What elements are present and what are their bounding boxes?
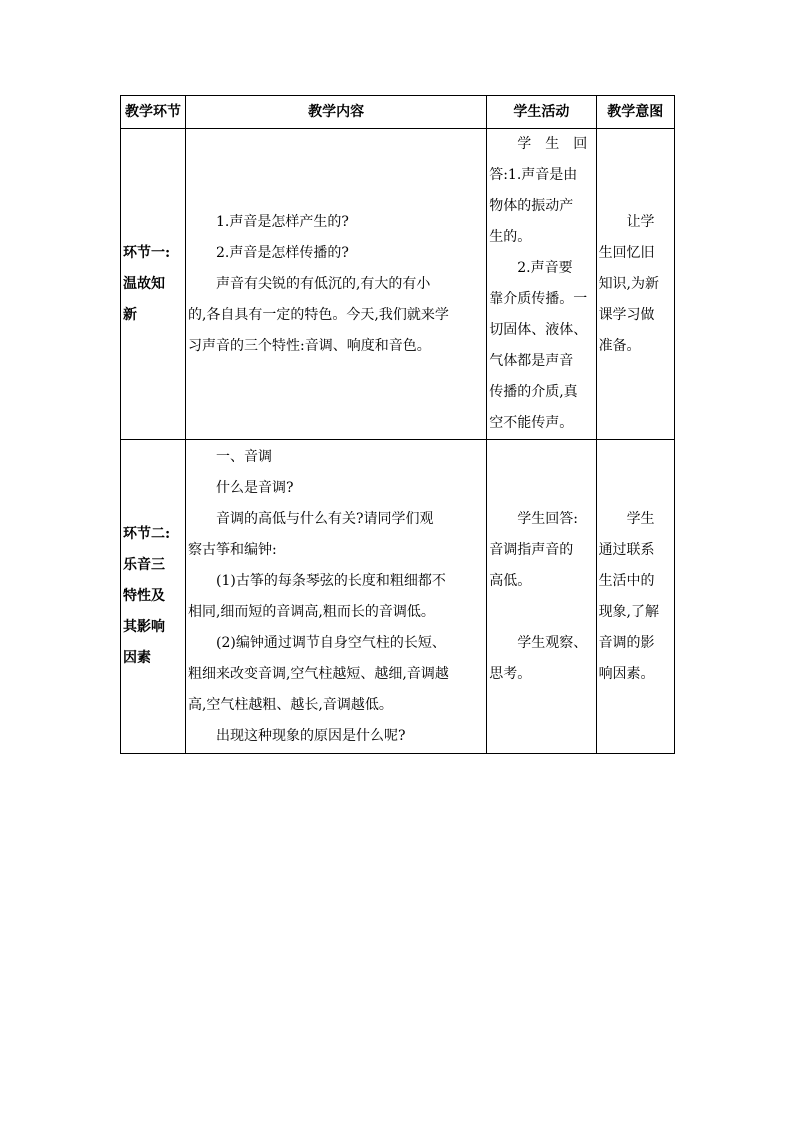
header-content: 教学内容 <box>185 96 486 129</box>
section-cell <box>121 440 186 754</box>
table-row <box>121 129 675 440</box>
activity-line: 传播的介质,真 <box>489 384 578 400</box>
activity-line: 空不能传声。 <box>489 415 574 431</box>
content-line: 习声音的三个特性:音调、响度和音色。 <box>187 337 431 354</box>
activity-line: 2.声音要 <box>517 260 573 276</box>
intent-line: 课学习做 <box>598 306 655 323</box>
content-line: 1.声音是怎样产生的? <box>215 213 349 230</box>
intent-line: 响因素。 <box>598 665 655 682</box>
header-row <box>121 96 675 129</box>
activity-line: 生的。 <box>489 229 532 245</box>
section-label: 环节二: <box>123 526 171 542</box>
section-label: 新 <box>123 306 137 323</box>
content-cell <box>185 440 486 754</box>
intent-line: 通过联系 <box>598 541 655 558</box>
intent-line: 学生 <box>626 510 655 527</box>
header-activity: 学生活动 <box>487 96 596 129</box>
content-line: 高,空气柱越粗、越长,音调越低。 <box>187 696 393 713</box>
lesson-plan-table <box>120 95 675 754</box>
intent-line: 生回忆旧 <box>598 244 655 261</box>
activity-line: 答:1.声音是由 <box>489 167 578 183</box>
activity-cell <box>487 440 596 754</box>
activity-line: 高低。 <box>489 572 532 589</box>
content-line: 粗细来改变音调,空气柱越短、越细,音调越 <box>187 665 449 682</box>
section-label: 其影响 <box>123 619 165 635</box>
intent-line: 准备。 <box>598 337 641 354</box>
content-line: 一、音调 <box>215 448 272 465</box>
table-row <box>121 440 675 754</box>
spacer-line <box>489 597 593 628</box>
activity-line: 音调指声音的 <box>489 541 574 558</box>
content-line: (1)古筝的每条琴弦的长度和粗细都不 <box>215 572 446 589</box>
content-line: 2.声音是怎样传播的? <box>215 244 349 261</box>
activity-line: 学生观察、 <box>517 634 588 651</box>
intent-line: 现象,了解 <box>598 603 660 620</box>
activity-line: 气体都是声音 <box>489 353 574 369</box>
intent-line: 知识,为新 <box>598 275 660 292</box>
content-line: 什么是音调? <box>215 479 294 496</box>
intent-cell <box>596 129 674 440</box>
content-line: 音调的高低与什么有关?请同学们观 <box>215 510 434 527</box>
intent-line: 生活中的 <box>598 572 655 589</box>
content-line: 声音有尖锐的有低沉的,有大的有小 <box>215 275 431 292</box>
content-line: 相同,细而短的音调高,粗而长的音调低。 <box>187 603 435 620</box>
activity-line: 切固体、液体、 <box>489 322 588 338</box>
section-label: 特性及 <box>123 588 165 604</box>
section-label: 乐音三 <box>123 557 165 573</box>
intent-line: 音调的影 <box>598 634 655 651</box>
content-line: 察古筝和编钟: <box>187 541 277 558</box>
section-label: 环节一: <box>123 244 171 261</box>
activity-line: 物体的振动产 <box>489 198 574 214</box>
section-cell <box>121 129 186 440</box>
activity-line: 学 生 回 <box>517 136 588 152</box>
activity-line: 靠介质传播。一 <box>489 291 588 307</box>
content-line: (2)编钟通过调节自身空气柱的长短、 <box>215 634 446 651</box>
content-line: 出现这种现象的原因是什么呢? <box>215 727 406 744</box>
content-cell <box>185 129 486 440</box>
intent-line: 让学 <box>626 213 655 230</box>
content-line: 的,各自具有一定的特色。今天,我们就来学 <box>187 306 449 323</box>
section-label: 温故知 <box>123 275 165 292</box>
activity-line: 思考。 <box>489 665 532 682</box>
header-intent: 教学意图 <box>596 96 674 129</box>
intent-cell <box>596 440 674 754</box>
activity-line: 学生回答: <box>517 510 578 527</box>
header-stage: 教学环节 <box>121 96 186 129</box>
section-label: 因素 <box>123 650 151 666</box>
activity-cell <box>487 129 596 440</box>
